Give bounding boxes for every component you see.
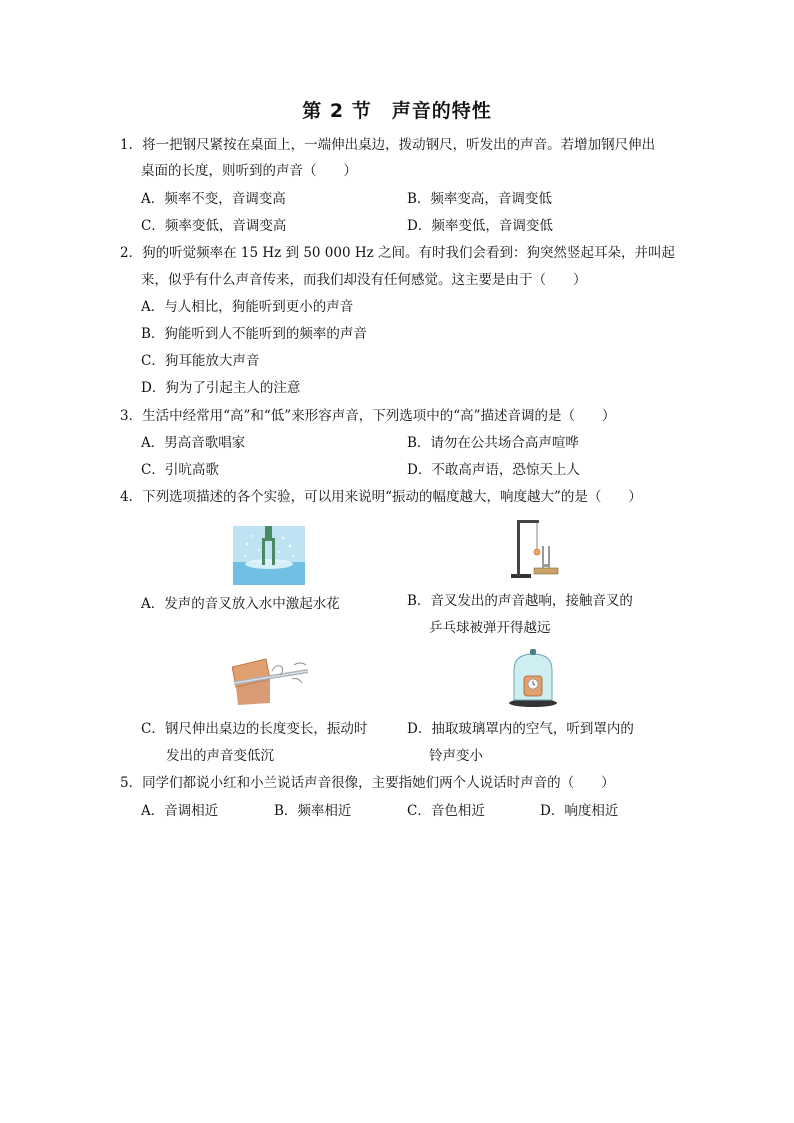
q3-option-b: B．请勿在公共场合高声喧哗: [407, 435, 579, 451]
q4-option-a: A．发声的音叉放入水中激起水花: [141, 596, 340, 612]
q4-option-c-line2: 发出的声音变低沉: [166, 748, 274, 764]
bell-jar-image: [508, 648, 558, 708]
q3-option-c: C．引吭高歌: [141, 462, 219, 478]
q5-option-c: C．音色相近: [407, 803, 485, 819]
q4-stem: 4．下列选项描述的各个实验，可以用来说明“振动的幅度越大，响度越大”的是（ ）: [120, 489, 642, 505]
q3-option-d: D．不敢高声语，恐惊天上人: [407, 462, 580, 478]
q5-option-b: B．频率相近: [274, 803, 352, 819]
q1-option-a: A．频率不变，音调变高: [141, 191, 286, 207]
q4-option-c-line1: C．钢尺伸出桌边的长度变长，振动时: [141, 721, 368, 737]
ruler-table-image: [232, 657, 310, 707]
q4-option-d-line2: 铃声变小: [429, 748, 483, 764]
q4-option-d-line1: D．抽取玻璃罩内的空气，听到罩内的: [407, 721, 634, 737]
q4-option-b-line1: B．音叉发出的声音越响，接触音叉的: [407, 593, 633, 609]
q2-stem-line2: 来，似乎有什么声音传来，而我们却没有任何感觉。这主要是由于（ ）: [141, 272, 587, 288]
q1-stem-line2: 桌面的长度，则听到的声音（ ）: [141, 163, 357, 179]
q4-option-b-line2: 乒乓球被弹开得越远: [429, 620, 551, 636]
q2-option-d: D．狗为了引起主人的注意: [141, 380, 301, 396]
q2-option-b: B．狗能听到人不能听到的频率的声音: [141, 326, 367, 342]
q1-stem-line1: 1．将一把钢尺紧按在桌面上，一端伸出桌边，拨动钢尺，听发出的声音。若增加钢尺伸出: [120, 137, 656, 153]
q3-option-a: A．男高音歌唱家: [141, 435, 246, 451]
tuning-fork-water-image: [233, 526, 305, 585]
q1-option-c: C．频率变低，音调变高: [141, 218, 287, 234]
q1-option-d: D．频率变低，音调变低: [407, 218, 553, 234]
q2-stem-line1: 2．狗的听觉频率在 15 Hz 到 50 000 Hz 之间。有时我们会看到：狗突然竖起耳朵，并叫起: [120, 245, 676, 261]
q5-stem: 5．同学们都说小红和小兰说话声音很像，主要指她们两个人说话时声音的（ ）: [120, 775, 615, 791]
q2-option-c: C．狗耳能放大声音: [141, 353, 260, 369]
q1-option-b: B．频率变高，音调变低: [407, 191, 552, 207]
tuning-fork-pingpong-image: [504, 518, 564, 580]
q5-option-d: D．响度相近: [540, 803, 619, 819]
q3-stem: 3．生活中经常用“高”和“低”来形容声音，下列选项中的“高”描述音调的是（ ）: [120, 408, 616, 424]
q2-option-a: A．与人相比，狗能听到更小的声音: [141, 299, 354, 315]
q5-option-a: A．音调相近: [141, 803, 219, 819]
section-title: 第 2 节 声音的特性: [302, 100, 492, 122]
